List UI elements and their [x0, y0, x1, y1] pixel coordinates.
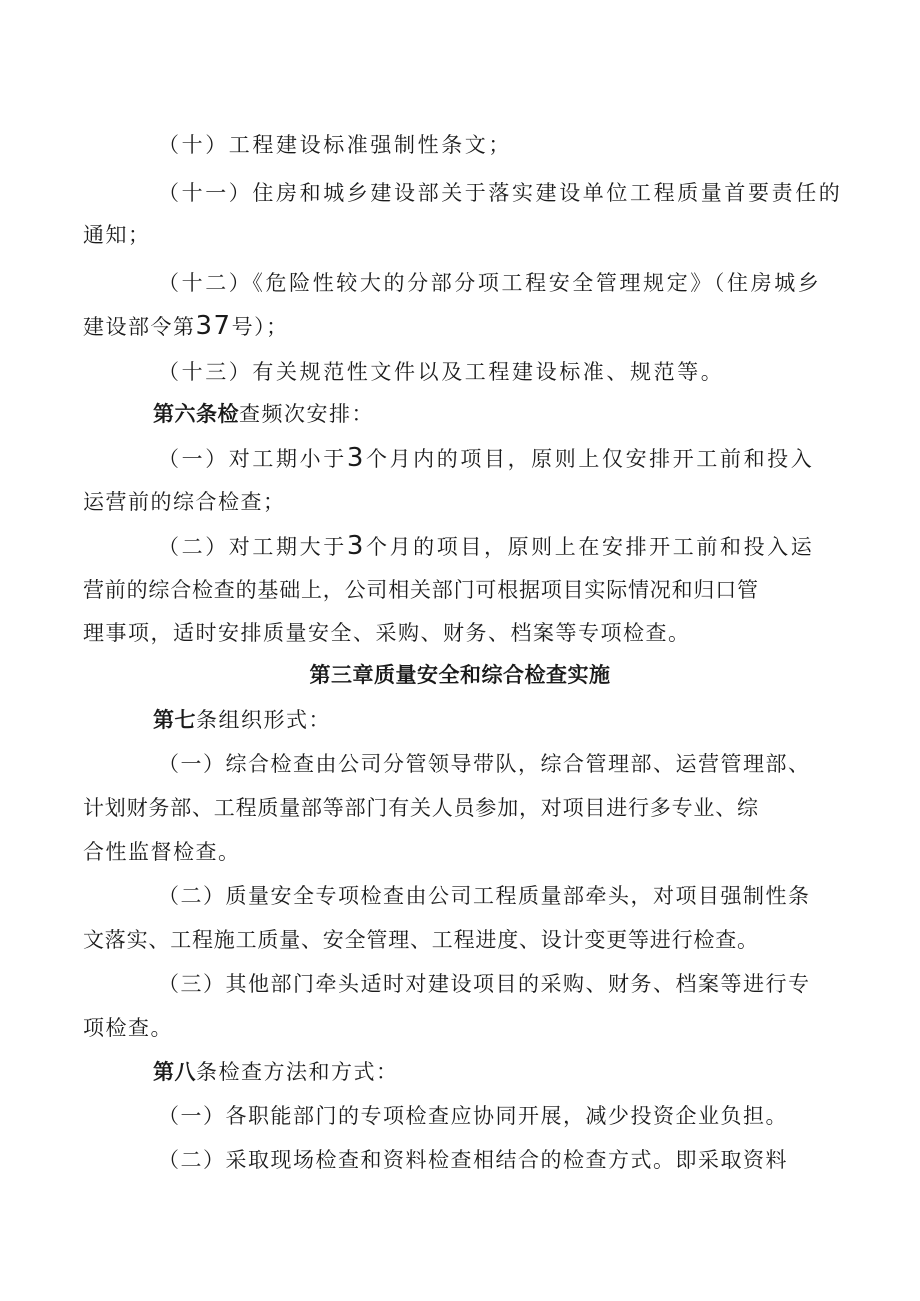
article-seven-item-two: （二）质量安全专项检查由公司工程质量部牵头，对项目强制性条	[158, 884, 811, 908]
article-six-item-two-cont-1: 营前的综合检查的基础上，公司相关部门可根据项目实际情况和归口管	[83, 578, 759, 602]
article-seven-item-one-cont-1: 计划财务部、工程质量部等部门有关人员参加，对项目进行多专业、综	[83, 796, 759, 820]
item-ten: （十）工程建设标准强制性条文；	[158, 133, 512, 157]
article-six-heading: 第六条检查频次安排：	[153, 402, 374, 426]
article-six-item-two: （二）对工期大于3个月的项目，原则上在安排开工前和投入运	[158, 531, 815, 561]
article-seven-item-two-cont: 文落实、工程施工质量、安全管理、工程进度、设计变更等进行检查。	[83, 928, 759, 952]
article-eight-item-two: （二）采取现场检查和资料检查相结合的检查方式。即采取资料	[158, 1148, 788, 1172]
article-six-item-one-cont: 运营前的综合检查；	[83, 490, 286, 514]
item-thirteen: （十三）有关规范性文件以及工程建设标准、规范等。	[158, 360, 725, 384]
item-twelve: （十二）《危险性较大的分部分项工程安全管理规定》（住房城乡	[158, 271, 822, 295]
article-six-item-one: （一）对工期小于3个月内的项目，原则上仅安排开工前和投入	[158, 443, 815, 473]
article-eight-item-one: （一）各职能部门的专项检查应协同开展，减少投资企业负担。	[158, 1104, 788, 1128]
article-seven-item-three-cont: 项检查。	[83, 1016, 173, 1040]
article-six-item-two-cont-2: 理事项，适时安排质量安全、采购、财务、档案等专项检查。	[83, 621, 691, 645]
article-seven-item-one: （一）综合检查由公司分管领导带队，综合管理部、运营管理部、	[158, 752, 811, 776]
article-seven-heading: 第七条组织形式：	[153, 708, 331, 732]
chapter-three-title: 第三章质量安全和综合检查实施	[309, 663, 611, 687]
item-eleven-cont: 通知；	[83, 223, 151, 247]
item-eleven: （十一）住房和城乡建设部关于落实建设单位工程质量首要责任的	[158, 181, 843, 205]
article-eight-heading: 第八条检查方法和方式：	[153, 1060, 399, 1084]
item-twelve-cont: 建设部令第37号）；	[83, 311, 289, 341]
article-seven-item-one-cont-2: 合性监督检查。	[83, 840, 241, 864]
article-seven-item-three: （三）其他部门牵头适时对建设项目的采购、财务、档案等进行专	[158, 972, 811, 996]
